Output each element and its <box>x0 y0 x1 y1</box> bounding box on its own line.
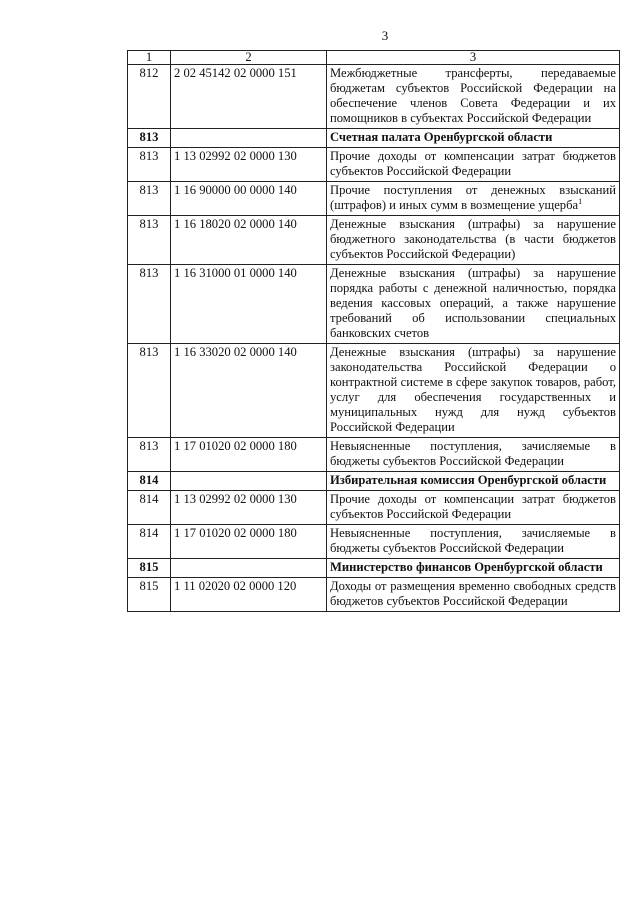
table-section-row <box>128 129 620 148</box>
admin-code-cell: 815 <box>128 578 171 612</box>
table-section-row <box>128 472 620 491</box>
income-description-cell <box>327 148 620 182</box>
budget-code-cell <box>171 559 327 578</box>
column-header-1: 1 <box>128 51 171 65</box>
table-row <box>128 525 620 559</box>
table-row <box>128 216 620 265</box>
admin-code-cell: 813 <box>128 148 171 182</box>
admin-code-cell: 813 <box>128 265 171 344</box>
admin-code-cell: 812 <box>128 65 171 129</box>
budget-code-cell: 1 13 02992 02 0000 130 <box>171 148 327 182</box>
income-description-text: Межбюджетные трансферты, передаваемые бюджетам субъектов Российской Федерации на обеспечение членов Совета Федерации и их помощников в субъектах Российской Федерации <box>330 66 616 125</box>
income-description-cell <box>327 559 620 578</box>
table-row <box>128 344 620 438</box>
table-row <box>128 265 620 344</box>
table-header-row <box>128 51 620 65</box>
budget-code-cell <box>171 129 327 148</box>
income-description-text: Прочие доходы от компенсации затрат бюджетов субъектов Российской Федерации <box>330 149 616 178</box>
income-description-cell <box>327 265 620 344</box>
table-row <box>128 438 620 472</box>
footnote-marker: 1 <box>578 196 583 206</box>
admin-code-cell: 813 <box>128 182 171 216</box>
income-description-text: Невыясненные поступления, зачисляемые в бюджеты субъектов Российской Федерации <box>330 526 616 555</box>
income-description-cell <box>327 129 620 148</box>
admin-code-cell: 813 <box>128 438 171 472</box>
budget-code-cell: 1 17 01020 02 0000 180 <box>171 525 327 559</box>
income-description-cell <box>327 472 620 491</box>
income-description-cell <box>327 182 620 216</box>
budget-code-cell: 1 16 31000 01 0000 140 <box>171 265 327 344</box>
budget-code-cell: 1 13 02992 02 0000 130 <box>171 491 327 525</box>
budget-code-cell: 1 11 02020 02 0000 120 <box>171 578 327 612</box>
admin-code-cell: 813 <box>128 344 171 438</box>
income-description-text: Денежные взыскания (штрафы) за нарушение законодательства Российской Федерации о контрактной системе в сфере закупок товаров, работ, услуг для обеспечения государственных и муниципальных нужд для нужд субъектов Российской Федерации <box>330 345 616 434</box>
income-description-cell <box>327 491 620 525</box>
admin-code-cell: 814 <box>128 491 171 525</box>
income-description-text: Невыясненные поступления, зачисляемые в бюджеты субъектов Российской Федерации <box>330 439 616 468</box>
table-row <box>128 65 620 129</box>
income-description-text: Прочие поступления от денежных взысканий (штрафов) и иных сумм в возмещение ущерба <box>330 183 616 212</box>
income-description-text: Доходы от размещения временно свободных средств бюджетов субъектов Российской Федерации <box>330 579 616 608</box>
income-description-text: Денежные взыскания (штрафы) за нарушение бюджетного законодательства (в части бюджетов субъектов Российской Федерации) <box>330 217 616 261</box>
admin-code-cell: 814 <box>128 472 171 491</box>
budget-code-cell: 1 16 33020 02 0000 140 <box>171 344 327 438</box>
income-description-text: Министерство финансов Оренбургской области <box>330 560 603 574</box>
admin-code-cell: 813 <box>128 129 171 148</box>
budget-classification-table <box>127 50 620 612</box>
income-description-text: Прочие доходы от компенсации затрат бюджетов субъектов Российской Федерации <box>330 492 616 521</box>
income-description-text: Счетная палата Оренбургской области <box>330 130 553 144</box>
table-row <box>128 148 620 182</box>
budget-code-cell: 1 16 18020 02 0000 140 <box>171 216 327 265</box>
table-row <box>128 182 620 216</box>
income-description-cell <box>327 65 620 129</box>
income-description-cell <box>327 578 620 612</box>
table-row <box>128 578 620 612</box>
income-description-cell <box>327 216 620 265</box>
budget-code-cell: 1 17 01020 02 0000 180 <box>171 438 327 472</box>
table-row <box>128 491 620 525</box>
admin-code-cell: 813 <box>128 216 171 265</box>
budget-code-cell: 1 16 90000 00 0000 140 <box>171 182 327 216</box>
income-description-cell <box>327 525 620 559</box>
admin-code-cell: 814 <box>128 525 171 559</box>
income-description-cell <box>327 344 620 438</box>
budget-code-cell <box>171 472 327 491</box>
admin-code-cell: 815 <box>128 559 171 578</box>
column-header-2: 2 <box>171 51 327 65</box>
income-description-text: Денежные взыскания (штрафы) за нарушение порядка работы с денежной наличностью, порядка ведения кассовых операций, а также нарушение требований об использовании специальных банковских счетов <box>330 266 616 340</box>
income-description-cell <box>327 438 620 472</box>
column-header-3: 3 <box>327 51 620 65</box>
page-number: 3 <box>381 28 389 43</box>
income-description-text: Избирательная комиссия Оренбургской области <box>330 473 607 487</box>
table-section-row <box>128 559 620 578</box>
budget-code-cell: 2 02 45142 02 0000 151 <box>171 65 327 129</box>
